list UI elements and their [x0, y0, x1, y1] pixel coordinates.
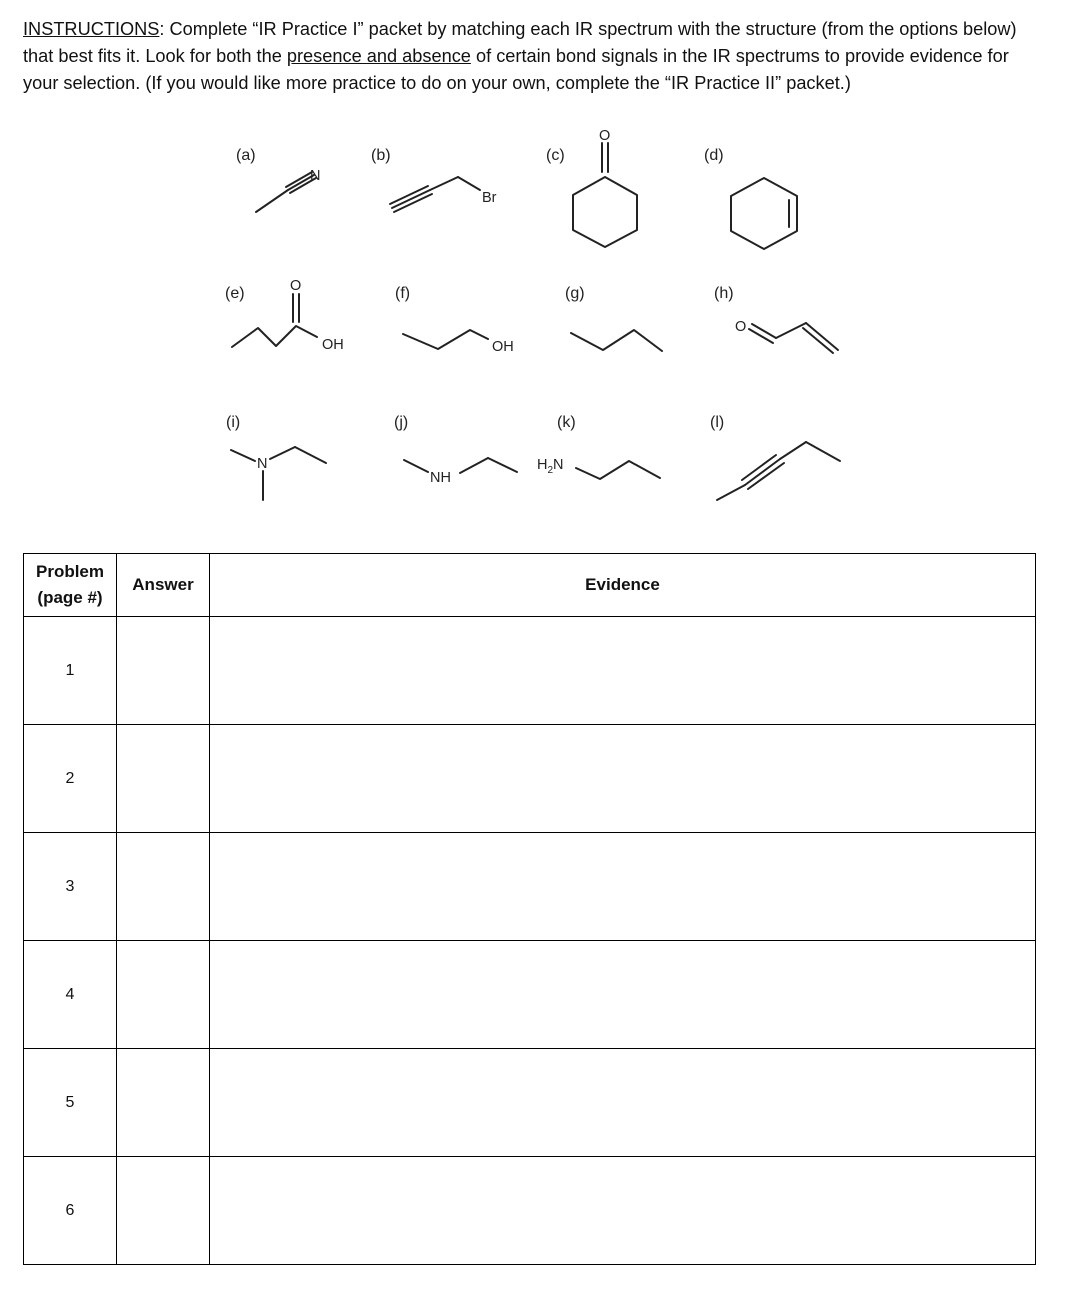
table-row: [24, 833, 1036, 941]
structure-i-atom-n: N: [257, 456, 268, 472]
structure-k-label: (k): [557, 414, 576, 431]
instructions-paragraph: [23, 16, 1033, 97]
structure-f: [395, 285, 514, 355]
structure-h-atom-o: O: [735, 319, 747, 335]
problem-cell: 1: [24, 617, 117, 725]
structure-h: [714, 285, 838, 353]
structure-b-label: (b): [371, 147, 391, 164]
structure-g: [565, 285, 662, 351]
structure-c-atom-o: O: [599, 128, 611, 144]
answer-cell[interactable]: [117, 725, 210, 833]
structure-j: [394, 414, 517, 486]
structure-b-atom-br: Br: [482, 190, 497, 206]
problem-cell: 4: [24, 941, 117, 1049]
problem-cell: 2: [24, 725, 117, 833]
structure-f-atom-oh: OH: [492, 339, 514, 355]
structure-a-atom-n: N: [310, 168, 321, 184]
answer-cell[interactable]: [117, 1049, 210, 1157]
problem-cell: 5: [24, 1049, 117, 1157]
instructions-part1: : Complete “IR Practice I” packet by matching each IR spectrum with the structure (from the options below) that best fits it. Look for both the: [23, 19, 1017, 66]
answer-cell[interactable]: [117, 833, 210, 941]
table-header-row: [24, 554, 1036, 617]
structure-c: [546, 128, 637, 247]
structure-k-atom-h2n: $H_2N$: [537, 457, 564, 476]
evidence-cell[interactable]: [210, 617, 1036, 725]
header-evidence: Evidence: [210, 554, 1036, 617]
structure-d: [704, 147, 797, 249]
problem-cell: 3: [24, 833, 117, 941]
evidence-cell[interactable]: [210, 725, 1036, 833]
instructions-emphasis: presence and absence: [286, 46, 471, 66]
structure-e-label: (e): [225, 285, 245, 302]
structure-h-label: (h): [714, 285, 734, 302]
evidence-cell[interactable]: [210, 1049, 1036, 1157]
header-problem: Problem (page #): [24, 554, 117, 617]
header-answer: Answer: [117, 554, 210, 617]
structure-b: [371, 147, 497, 212]
structure-l: [710, 414, 840, 500]
structure-k: [537, 414, 660, 479]
structure-d-label: (d): [704, 147, 724, 164]
structure-a: [236, 147, 320, 212]
table-row: [24, 941, 1036, 1049]
instructions-prefix: INSTRUCTIONS: [23, 19, 160, 39]
structure-j-atom-nh: NH: [430, 470, 451, 486]
structure-l-label: (l): [710, 414, 725, 431]
instructions-part2: of certain bond signals in the IR spectrums to provide evidence for your selection. (If you would like more practice to do on your own, complete the “IR Practice II” packet.): [23, 46, 1009, 93]
evidence-cell[interactable]: [210, 941, 1036, 1049]
structure-i-label: (i): [226, 414, 241, 431]
structure-e: [225, 278, 344, 353]
table-row: [24, 1049, 1036, 1157]
table-row: [24, 617, 1036, 725]
structure-g-label: (g): [565, 285, 585, 302]
structure-f-label: (f): [395, 285, 411, 302]
evidence-cell[interactable]: [210, 833, 1036, 941]
answer-cell[interactable]: [117, 617, 210, 725]
problem-cell: 6: [24, 1157, 117, 1265]
structure-e-atom-o: O: [290, 278, 302, 294]
answer-cell[interactable]: [117, 941, 210, 1049]
evidence-cell[interactable]: [210, 1157, 1036, 1265]
table-row: [24, 1157, 1036, 1265]
table-row: [24, 725, 1036, 833]
structure-a-label: (a): [236, 147, 256, 164]
answer-table: [23, 553, 1036, 1265]
answer-cell[interactable]: [117, 1157, 210, 1265]
structure-c-label: (c): [546, 147, 565, 164]
structure-options: [0, 120, 1080, 520]
structure-j-label: (j): [394, 414, 409, 431]
structure-e-atom-oh: OH: [322, 337, 344, 353]
structure-i: [226, 414, 326, 500]
